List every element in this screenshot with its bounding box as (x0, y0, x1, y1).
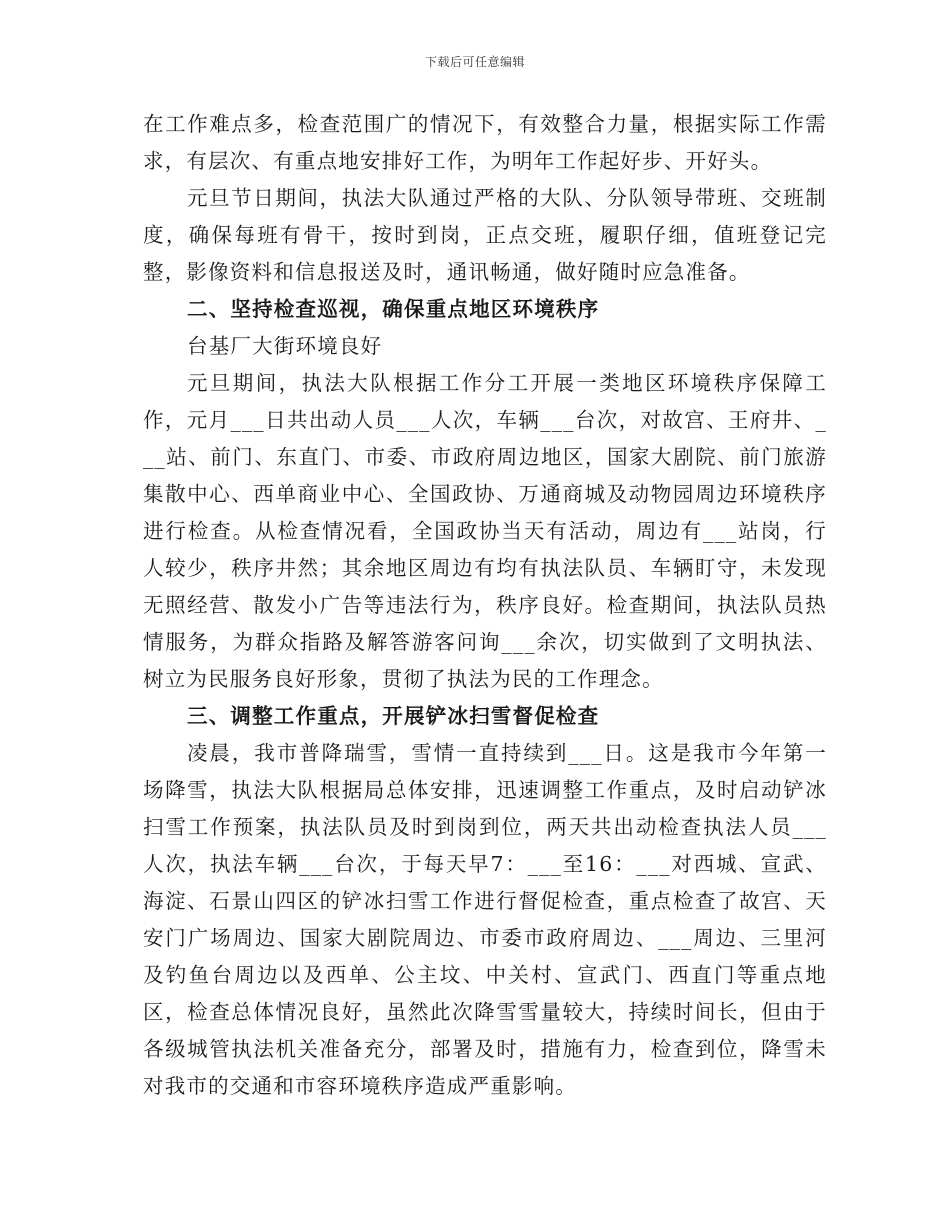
paragraph-new-year-inspection: 元旦期间，执法大队根据工作分工开展一类地区环境秩序保障工作，元月___日共出动人员___人次，车辆___台次，对故宫、王府井、___站、前门、东直门、市委、市政府周边地区，国家大剧院、前门旅游集散中心、西单商业中心、全国政协、万通商城及动物园周边环境秩序进行检查。从检查情况看，全国政协当天有活动，周边有___站岗，行人较少，秩序井然；其余地区周边有均有执法队员、车辆盯守，未发现无照经营、散发小广告等违法行为，秩序良好。检查期间，执法队员热情服务，为群众指路及解答游客问询___余次，切实做到了文明执法、树立为民服务良好形象，贯彻了执法为民的工作理念。 (143, 371, 827, 691)
paragraph-continued: 在工作难点多，检查范围广的情况下，有效整合力量，根据实际工作需求，有层次、有重点地安排好工作，为明年工作起好步、开好头。 (143, 112, 827, 173)
section-heading-3: 三、调整工作重点，开展铲冰扫雪督促检查 (187, 704, 600, 728)
paragraph-snow-removal: 凌晨，我市普降瑞雪，雪情一直持续到___日。这是我市今年第一场降雪，执法大队根据局总体安排，迅速调整工作重点，及时启动铲冰扫雪工作预案，执法队员及时到岗到位，两天共出动检查执法人员___人次，执法车辆___台次，于每天早7：___至16：___对西城、宣武、海淀、石景山四区的铲冰扫雪工作进行督促检查，重点检查了故宫、天安门广场周边、国家大剧院周边、市委市政府周边、___周边、三里河及钓鱼台周边以及西单、公主坟、中关村、宣武门、西直门等重点地区，检查总体情况良好，虽然此次降雪雪量较大，持续时间长，但由于各级城管执法机关准备充分，部署及时，措施有力，检查到位，降雪未对我市的交通和市容环境秩序造成严重影响。 (143, 741, 827, 1098)
paragraph-duty-system: 元旦节日期间，执法大队通过严格的大队、分队领导带班、交班制度，确保每班有骨干，按时到岗，正点交班，履职仔细，值班登记完整，影像资料和信息报送及时，通讯畅通，做好随时应急准备。 (143, 186, 827, 284)
subheading-street: 台基厂大街环境良好 (187, 334, 383, 358)
page-header: 下载后可任意编辑 (424, 55, 525, 69)
document-body (143, 106, 827, 1105)
section-heading-2: 二、坚持检查巡视，确保重点地区环境秩序 (187, 297, 600, 321)
